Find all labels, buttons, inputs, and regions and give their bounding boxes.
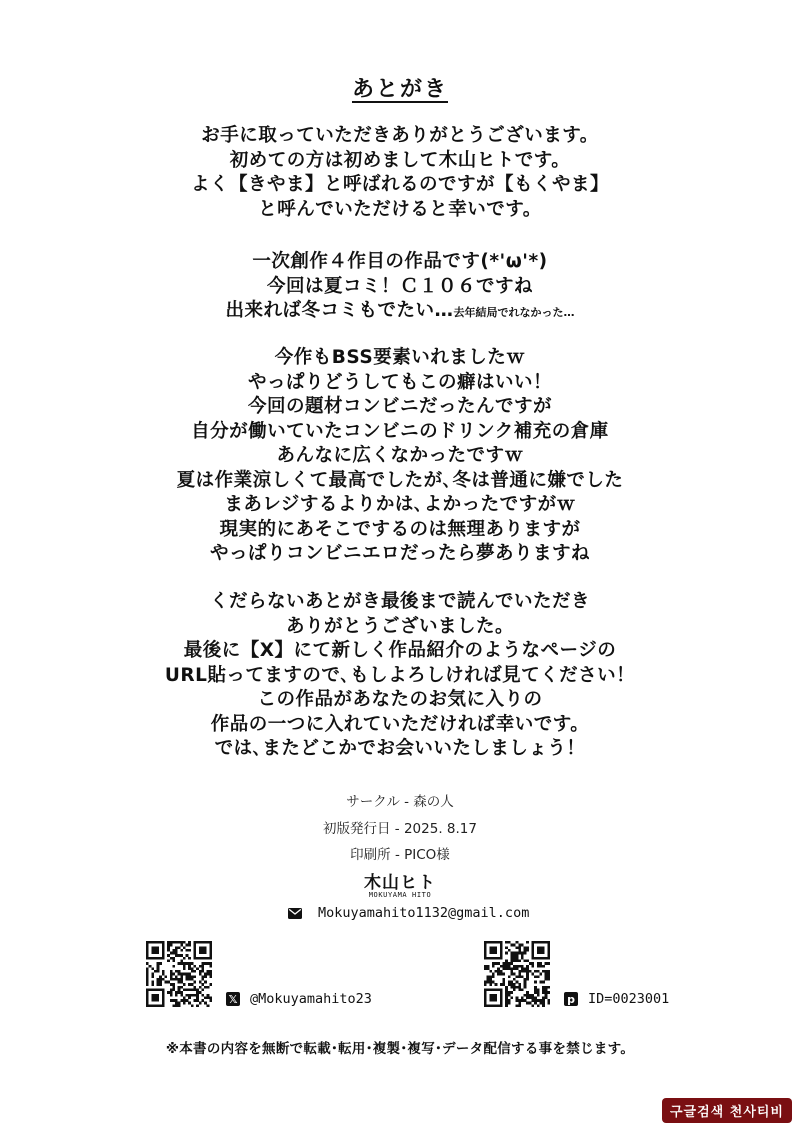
x-profile-qr-code[interactable] [146,941,212,1007]
printer-credit: 印刷所 - PICO様 [350,847,450,863]
greeting-line: よく【きやま】と呼ばれるのですが【もくやま】 [190,174,609,195]
work-info-line: 今回は夏コミ！Ｃ１０６ですね [266,275,533,297]
author-romaji: MOKUYAMA HITO [368,891,432,899]
envelope-icon [288,908,302,919]
watermark-badge: 구글검색 천사티비 [662,1098,792,1123]
circle-credit: サークル - 森の人 [346,794,454,810]
paragraph-theme [0,346,800,567]
theme-line: 今回の題材コンビニだったんですが [247,396,552,417]
work-info-line: 一次創作４作目の作品です(*'ω'*) [252,251,548,272]
first-edition-date: 初版発行日 - 2025. 8.17 [323,821,477,837]
paragraph-greeting [0,124,800,222]
theme-line: 現実的にあそこでするのは無理ありますが [219,518,581,540]
pixiv-id-row [564,991,669,1007]
pixiv-logo-icon: p [564,992,578,1006]
winter-comiket-note: 去年結局でれなかった… [453,306,575,319]
closing-line: くだらないあとがき最後まで読んでいただき [209,591,590,612]
x-handle-row [226,991,372,1007]
closing-line: URL貼ってますので､もしよろしければ見てください！ [164,664,636,686]
pixiv-profile-qr-code[interactable] [484,941,550,1007]
closing-line: ありがとうございました。 [285,615,514,637]
copyright-notice: ※本書の内容を無断で転載･転用･複製･複写･データ配信する事を禁じます。 [165,1041,635,1057]
paragraph-closing [0,590,800,762]
closing-line: では､またどこかでお会いいたしましょう！ [214,738,586,759]
email-row [288,903,529,923]
closing-line: 作品の一つに入れていただければ幸いです。 [210,713,590,735]
afterword-title: あとがき [351,77,448,102]
email-link[interactable]: Mokuyamahito1132@gmail.com [318,905,530,921]
winter-comiket-text: 出来れば冬コミもでたい… [225,300,454,321]
author-name: 木山ヒト [364,873,436,893]
theme-line: まあレジするよりかは､よかったですがｗ [224,494,576,515]
theme-line: やっぱりどうしてもこの癖はいい！ [247,371,552,393]
work-info-line [0,299,800,326]
theme-line: 夏は作業涼しくて最高でしたが､冬は普通に嫌でした [176,469,624,491]
pixiv-id-link[interactable]: ID=0023001 [588,991,670,1007]
theme-line: あんなに広くなかったですｗ [276,445,524,466]
closing-line: この作品があなたのお気に入りの [257,689,543,710]
theme-line: 自分が働いていたコンビニのドリンク補充の倉庫 [191,420,609,442]
greeting-line: 初めての方は初めまして木山ヒトです。 [229,149,571,171]
x-logo-icon: 𝕏 [226,992,240,1006]
theme-line: やっぱりコンビニエロだったら夢ありますね [209,543,590,564]
paragraph-work-info [0,250,800,326]
theme-line: 今作もBSS要素いれましたｗ [274,347,526,368]
greeting-line: お手に取っていただきありがとうございます。 [201,125,599,146]
greeting-line: と呼んでいただけると幸いです。 [258,198,542,220]
x-handle-link[interactable]: @Mokuyamahito23 [250,991,372,1007]
closing-line: 最後に【X】にて新しく作品紹介のようなページの [183,640,617,661]
